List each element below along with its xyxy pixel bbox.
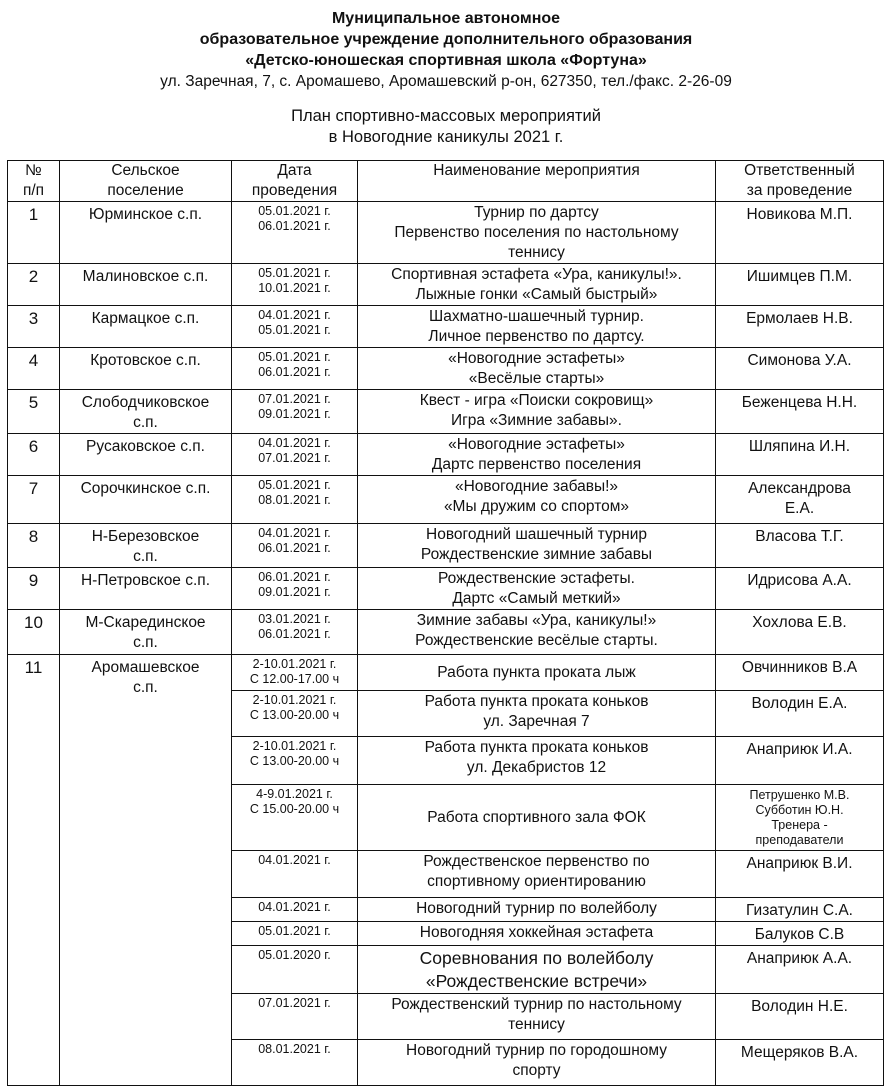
- date-line: 05.01.2021 г.: [258, 204, 331, 218]
- document-header: [0, 0, 892, 148]
- event-line: Новогодний шашечный турнир: [426, 526, 647, 543]
- table-row: [8, 202, 884, 264]
- org-name-line1: Муниципальное автономное: [331, 10, 561, 27]
- events-table: [7, 160, 884, 1086]
- event-line: Рождественский турнир по настольному: [391, 996, 682, 1013]
- responsible-line: Володин Н.Е.: [751, 998, 848, 1015]
- responsible-line: Идрисова А.А.: [747, 572, 852, 589]
- header-num-line: №: [25, 162, 42, 179]
- responsible-cell: [716, 1040, 884, 1086]
- event-cell: [358, 946, 716, 994]
- responsible-line: Ишимцев П.М.: [746, 268, 853, 285]
- event-line: Новогодний турнир по волейболу: [416, 900, 657, 917]
- date-line: 2-10.01.2021 г.: [252, 693, 337, 707]
- date-cell: [232, 691, 358, 737]
- event-line: Рождественские эстафеты.: [438, 570, 635, 587]
- row-number: 8: [8, 524, 60, 568]
- event-cell: [358, 1040, 716, 1086]
- table-row: [8, 568, 884, 610]
- village-cell: [60, 390, 232, 434]
- date-cell: [232, 306, 358, 348]
- header-date: [232, 161, 358, 202]
- event-line: Первенство поселения по настольному: [394, 224, 679, 241]
- event-line: Работа спортивного зала ФОК: [427, 809, 646, 826]
- event-line: Личное первенство по дартсу.: [428, 328, 645, 345]
- event-line: Игра «Зимние забавы».: [451, 412, 622, 429]
- header-event: [358, 161, 716, 202]
- header-num: [8, 161, 60, 202]
- responsible-line: Володин Е.А.: [751, 695, 848, 712]
- header-date-line: Дата: [277, 162, 312, 179]
- event-cell: [358, 568, 716, 610]
- responsible-line: Гизатулин С.А.: [746, 902, 853, 919]
- event-cell: [358, 306, 716, 348]
- responsible-cell: [716, 476, 884, 524]
- date-cell: [232, 348, 358, 390]
- event-cell: [358, 610, 716, 655]
- table-row: [8, 610, 884, 655]
- date-line: 04.01.2021 г.: [258, 436, 331, 450]
- date-cell: [232, 390, 358, 434]
- responsible-cell: [716, 390, 884, 434]
- responsible-cell: [716, 922, 884, 946]
- header-village: [60, 161, 232, 202]
- event-line: Рождественские зимние забавы: [420, 546, 653, 563]
- village-line: Кротовское с.п.: [90, 352, 201, 369]
- village-line: Сорочкинское с.п.: [80, 480, 211, 497]
- header-responsible: [716, 161, 884, 202]
- date-line: 4-9.01.2021 г.: [256, 787, 333, 801]
- date-line: 07.01.2021 г.: [258, 451, 331, 465]
- responsible-line: Александрова: [748, 480, 851, 497]
- date-line: 09.01.2021 г.: [258, 585, 331, 599]
- date-cell: [232, 851, 358, 898]
- table-row: [8, 655, 884, 691]
- event-cell: [358, 390, 716, 434]
- date-line: 03.01.2021 г.: [258, 612, 331, 626]
- date-line: 06.01.2021 г.: [258, 570, 331, 584]
- date-line: 07.01.2021 г.: [258, 996, 331, 1010]
- date-cell: [232, 737, 358, 785]
- row-number: 6: [8, 434, 60, 476]
- responsible-cell: [716, 434, 884, 476]
- event-line: «Новогодние эстафеты»: [448, 350, 625, 367]
- date-line: 09.01.2021 г.: [258, 407, 331, 421]
- event-line: ул. Декабристов 12: [466, 759, 607, 776]
- event-cell: [358, 922, 716, 946]
- responsible-cell: [716, 737, 884, 785]
- village-cell: [60, 568, 232, 610]
- plan-title-line2: в Новогодние каникулы 2021 г.: [328, 128, 564, 146]
- responsible-line: Е.А.: [784, 500, 815, 517]
- date-cell: [232, 1040, 358, 1086]
- village-cell: [60, 434, 232, 476]
- date-line: 06.01.2021 г.: [258, 627, 331, 641]
- date-cell: [232, 524, 358, 568]
- village-line: Кармацкое с.п.: [91, 310, 200, 327]
- event-cell: [358, 202, 716, 264]
- responsible-cell: [716, 524, 884, 568]
- date-line: 07.01.2021 г.: [258, 392, 331, 406]
- plan-title: [0, 106, 892, 148]
- responsible-line: Хохлова Е.В.: [752, 614, 847, 631]
- event-line: спорту: [512, 1062, 561, 1079]
- date-line: 08.01.2021 г.: [258, 493, 331, 507]
- event-line: «Новогодние забавы!»: [454, 478, 619, 495]
- village-cell: [60, 202, 232, 264]
- table-row: [8, 306, 884, 348]
- date-line: 05.01.2021 г.: [258, 323, 331, 337]
- village-line: Юрминское с.п.: [88, 206, 203, 223]
- responsible-cell: [716, 785, 884, 851]
- row-number: 10: [8, 610, 60, 655]
- responsible-cell: [716, 898, 884, 922]
- responsible-cell: [716, 655, 884, 691]
- date-line: 04.01.2021 г.: [258, 900, 331, 914]
- responsible-line: преподаватели: [755, 833, 844, 847]
- event-cell: [358, 785, 716, 851]
- row-number: 9: [8, 568, 60, 610]
- event-cell: [358, 898, 716, 922]
- responsible-line: Анаприюк В.И.: [746, 855, 853, 872]
- org-name-line3: «Детско-юношеская спортивная школа «Фортуна»: [245, 52, 647, 69]
- date-line: 2-10.01.2021 г.: [252, 657, 337, 671]
- village-line: М-Скарединское: [85, 614, 206, 631]
- village-cell: [60, 476, 232, 524]
- event-line: «Новогодние эстафеты»: [448, 436, 625, 453]
- date-line: 05.01.2020 г.: [258, 948, 331, 962]
- date-line: 10.01.2021 г.: [258, 281, 331, 295]
- date-line: С 15.00-20.00 ч: [249, 802, 340, 816]
- date-cell: [232, 785, 358, 851]
- row-number: 4: [8, 348, 60, 390]
- village-line: с.п.: [133, 679, 158, 696]
- responsible-line: Симонова У.А.: [747, 352, 852, 369]
- date-line: 08.01.2021 г.: [258, 1042, 331, 1056]
- responsible-cell: [716, 946, 884, 994]
- table-row: [8, 264, 884, 306]
- event-line: ул. Заречная 7: [483, 713, 590, 730]
- date-line: 05.01.2021 г.: [258, 478, 331, 492]
- village-cell: [60, 524, 232, 568]
- responsible-cell: [716, 348, 884, 390]
- row-number: 7: [8, 476, 60, 524]
- row-number: 11: [8, 655, 60, 1086]
- row-number: 2: [8, 264, 60, 306]
- date-line: 05.01.2021 г.: [258, 350, 331, 364]
- date-cell: [232, 655, 358, 691]
- responsible-line: Субботин Ю.Н.: [755, 803, 844, 817]
- village-line: Н-Березовское: [91, 528, 200, 545]
- date-cell: [232, 476, 358, 524]
- header-date-line: проведения: [251, 182, 338, 199]
- responsible-line: Шляпина И.Н.: [748, 438, 851, 455]
- table-row: [8, 390, 884, 434]
- row-number: 3: [8, 306, 60, 348]
- header-responsible-line: за проведение: [746, 182, 853, 199]
- org-address: ул. Заречная, 7, с. Аромашево, Аромашевский р-он, 627350, тел./факс. 2-26-09: [160, 73, 732, 90]
- responsible-line: Новикова М.П.: [746, 206, 853, 223]
- date-line: 05.01.2021 г.: [258, 266, 331, 280]
- table-row: [8, 476, 884, 524]
- row-number: 5: [8, 390, 60, 434]
- event-cell: [358, 348, 716, 390]
- date-cell: [232, 264, 358, 306]
- responsible-cell: [716, 306, 884, 348]
- village-cell: [60, 610, 232, 655]
- date-cell: [232, 568, 358, 610]
- responsible-line: Тренера -: [771, 818, 828, 832]
- event-line: Рождественские весёлые старты.: [415, 632, 658, 649]
- responsible-line: Анаприюк А.А.: [746, 950, 853, 967]
- event-cell: [358, 655, 716, 691]
- event-cell: [358, 434, 716, 476]
- event-line: Рождественское первенство по: [423, 853, 650, 870]
- date-line: 2-10.01.2021 г.: [252, 739, 337, 753]
- event-line: теннису: [508, 244, 565, 261]
- org-name-line2: образовательное учреждение дополнительного образования: [199, 31, 693, 48]
- date-line: 05.01.2021 г.: [258, 924, 331, 938]
- event-line: Лыжные гонки «Самый быстрый»: [415, 286, 658, 303]
- header-village-line: поселение: [107, 182, 184, 199]
- village-line: с.п.: [133, 548, 158, 565]
- event-line: «Весёлые старты»: [468, 370, 605, 387]
- date-cell: [232, 994, 358, 1040]
- event-line: Новогодний турнир по городошному: [406, 1042, 667, 1059]
- village-line: Русаковское с.п.: [86, 438, 205, 455]
- responsible-line: Ермолаев Н.В.: [746, 310, 853, 327]
- village-line: с.п.: [133, 634, 158, 651]
- responsible-line: Анаприюк И.А.: [746, 741, 853, 758]
- village-cell: [60, 264, 232, 306]
- responsible-cell: [716, 202, 884, 264]
- event-line: Работа пункта проката коньков: [424, 739, 649, 756]
- event-line: Спортивная эстафета «Ура, каникулы!».: [391, 266, 682, 283]
- village-line: Слободчиковское: [81, 394, 210, 411]
- responsible-cell: [716, 994, 884, 1040]
- village-cell: [60, 348, 232, 390]
- responsible-line: Власова Т.Г.: [755, 528, 844, 545]
- date-line: 06.01.2021 г.: [258, 219, 331, 233]
- event-line: «Рождественские встречи»: [425, 971, 648, 991]
- responsible-line: Беженцева Н.Н.: [741, 394, 858, 411]
- responsible-cell: [716, 568, 884, 610]
- village-line: Н-Петровское с.п.: [80, 572, 210, 589]
- event-line: Дартс первенство поселения: [431, 456, 642, 473]
- table-row: [8, 348, 884, 390]
- event-line: Зимние забавы «Ура, каникулы!»: [416, 612, 657, 629]
- responsible-line: Петрушенко М.В.: [749, 788, 850, 802]
- event-cell: [358, 264, 716, 306]
- responsible-cell: [716, 851, 884, 898]
- row-number: 1: [8, 202, 60, 264]
- event-cell: [358, 994, 716, 1040]
- village-cell: [60, 306, 232, 348]
- header-responsible-line: Ответственный: [744, 162, 855, 179]
- event-cell: [358, 524, 716, 568]
- event-line: Работа пункта проката лыж: [437, 664, 636, 681]
- event-line: Турнир по дартсу: [474, 204, 599, 221]
- responsible-cell: [716, 264, 884, 306]
- header-event-line: Наименование мероприятия: [433, 162, 640, 179]
- event-cell: [358, 851, 716, 898]
- date-cell: [232, 434, 358, 476]
- event-cell: [358, 476, 716, 524]
- event-line: Квест - игра «Поиски сокровищ»: [419, 392, 654, 409]
- village-cell: [60, 655, 232, 1086]
- date-line: С 12.00-17.00 ч: [249, 672, 340, 686]
- date-line: 04.01.2021 г.: [258, 526, 331, 540]
- event-line: Дартс «Самый меткий»: [452, 590, 621, 607]
- plan-title-line1: План спортивно-массовых мероприятий: [291, 107, 601, 125]
- event-line: Работа пункта проката коньков: [424, 693, 649, 710]
- responsible-line: Мещеряков В.А.: [740, 1044, 859, 1061]
- village-line: с.п.: [133, 414, 158, 431]
- date-cell: [232, 946, 358, 994]
- event-cell: [358, 691, 716, 737]
- date-line: С 13.00-20.00 ч: [249, 754, 340, 768]
- village-line: Малиновское с.п.: [82, 268, 209, 285]
- date-line: 06.01.2021 г.: [258, 541, 331, 555]
- date-cell: [232, 922, 358, 946]
- event-line: «Мы дружим со спортом»: [443, 498, 630, 515]
- header-village-line: Сельское: [111, 162, 180, 179]
- responsible-cell: [716, 691, 884, 737]
- date-line: 06.01.2021 г.: [258, 365, 331, 379]
- event-line: Новогодняя хоккейная эстафета: [419, 924, 654, 941]
- event-cell: [358, 737, 716, 785]
- date-cell: [232, 202, 358, 264]
- responsible-line: Балуков С.В: [754, 926, 845, 943]
- date-line: С 13.00-20.00 ч: [249, 708, 340, 722]
- table-row: [8, 524, 884, 568]
- table-body: [8, 202, 884, 1086]
- table-header-row: [8, 161, 884, 202]
- date-line: 04.01.2021 г.: [258, 308, 331, 322]
- event-line: теннису: [508, 1016, 565, 1033]
- responsible-cell: [716, 610, 884, 655]
- event-line: Соревнования по волейболу: [419, 948, 654, 968]
- date-line: 04.01.2021 г.: [258, 853, 331, 867]
- header-num-line: п/п: [22, 182, 45, 199]
- event-line: спортивному ориентированию: [427, 873, 646, 890]
- date-cell: [232, 898, 358, 922]
- village-line: Аромашевское: [91, 659, 200, 676]
- date-cell: [232, 610, 358, 655]
- event-line: Шахматно-шашечный турнир.: [429, 308, 644, 325]
- responsible-line: Овчинников В.А: [741, 659, 858, 676]
- table-row: [8, 434, 884, 476]
